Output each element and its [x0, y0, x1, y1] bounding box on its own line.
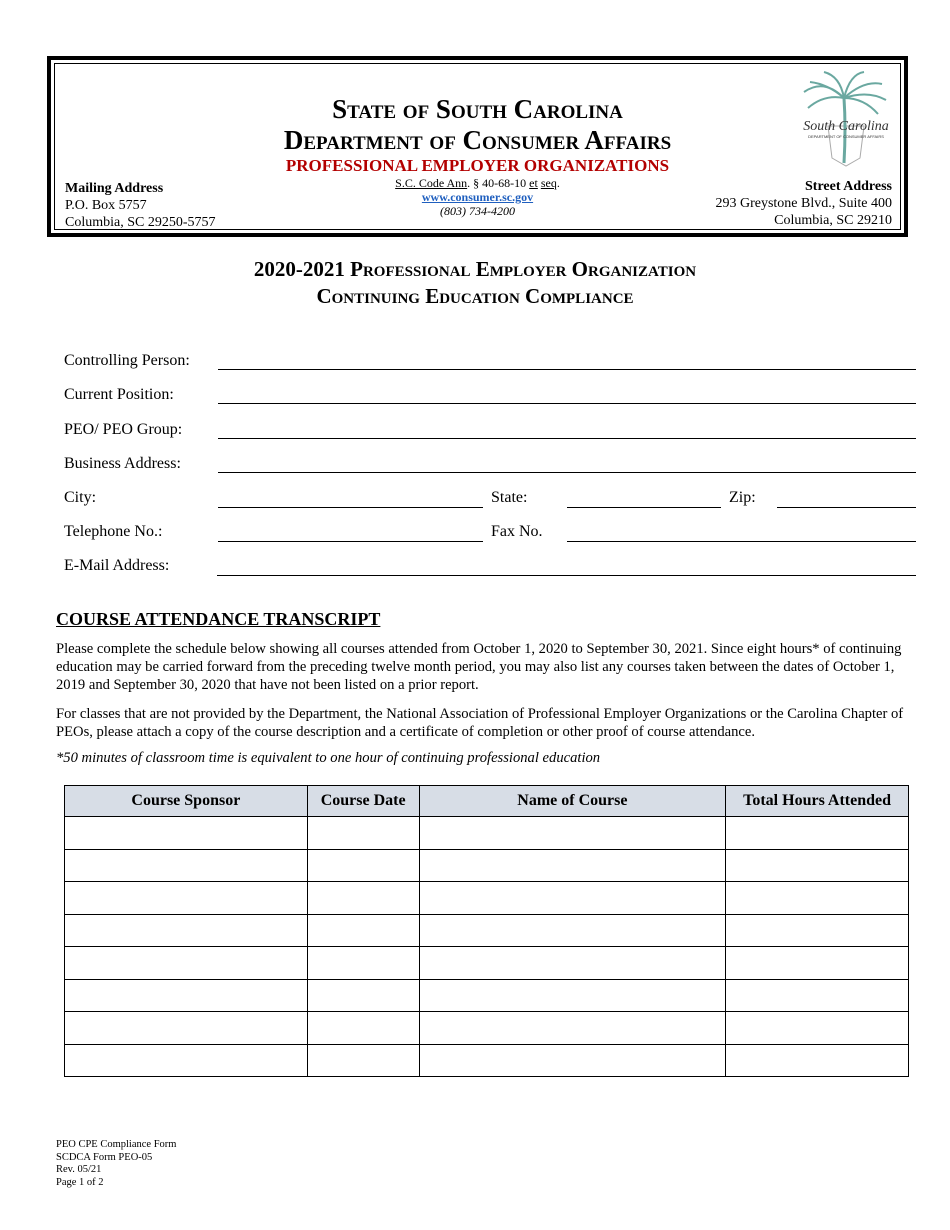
telephone-label: Telephone No.: [64, 523, 163, 540]
total-hours-cell[interactable] [726, 817, 909, 850]
street-line2: Columbia, SC 29210 [774, 213, 892, 228]
state-title: State of South Carolina [332, 94, 623, 124]
telephone-field[interactable] [218, 541, 483, 542]
classroom-time-note: *50 minutes of classroom time is equivalent to one hour of continuing professional education [56, 750, 601, 766]
course-name-cell[interactable] [419, 849, 726, 882]
column-header-name-of-course: Name of Course [419, 786, 726, 817]
code-reference: S.C. Code Ann. § 40-68-10 et seq. [395, 176, 560, 190]
street-label: Street Address [805, 179, 892, 194]
footer-form-number: SCDCA Form PEO-05 [56, 1151, 153, 1163]
course-sponsor-cell[interactable] [65, 849, 308, 882]
controlling-person-label: Controlling Person: [64, 352, 190, 369]
course-name-cell[interactable] [419, 1044, 726, 1077]
zip-field[interactable] [777, 507, 916, 508]
table-row [65, 914, 909, 947]
course-name-cell[interactable] [419, 914, 726, 947]
email-field[interactable] [217, 575, 916, 576]
table-row [65, 817, 909, 850]
course-sponsor-cell[interactable] [65, 817, 308, 850]
business-address-label: Business Address: [64, 455, 181, 472]
state-field[interactable] [567, 507, 721, 508]
footer-revision: Rev. 05/21 [56, 1164, 102, 1175]
table-row [65, 1044, 909, 1077]
course-date-cell[interactable] [307, 979, 419, 1012]
course-date-cell[interactable] [307, 1012, 419, 1045]
website-link[interactable]: www.consumer.sc.gov [421, 190, 534, 204]
fax-label: Fax No. [491, 523, 543, 540]
department-title: Department of Consumer Affairs [283, 125, 672, 155]
table-row [65, 882, 909, 915]
table-row [65, 979, 909, 1012]
course-sponsor-cell[interactable] [65, 914, 308, 947]
peo-group-label: PEO/ PEO Group: [64, 421, 183, 438]
controlling-person-field[interactable] [218, 369, 916, 370]
course-date-cell[interactable] [307, 914, 419, 947]
total-hours-cell[interactable] [726, 947, 909, 980]
course-name-cell[interactable] [419, 817, 726, 850]
division-subtitle: PROFESSIONAL EMPLOYER ORGANIZATIONS [285, 156, 670, 175]
column-header-course-sponsor: Course Sponsor [65, 786, 308, 817]
state-label: State: [491, 489, 528, 506]
letterhead [47, 56, 908, 237]
course-name-cell[interactable] [419, 947, 726, 980]
street-address [715, 178, 892, 229]
agency-logo-icon [794, 68, 898, 172]
table-header-row [65, 786, 909, 817]
course-name-cell[interactable] [419, 882, 726, 915]
course-sponsor-cell[interactable] [65, 1044, 308, 1077]
instructions-paragraph-1: Please complete the schedule below showing all courses attended from October 1, 2020 to September 30, 2021. Since eight hours* of continuing education may be carried forward from the preceding twelve month period, you may also list any courses taken between the dates of October 1, 2019 and September 30, 2020 that have not been listed on a prior report. [56, 641, 902, 693]
instructions-paragraph-2: For classes that are not provided by the Department, the National Association of Professional Employer Organizations or the Carolina Chapter of PEOs, please attach a copy of the course description and a certificate of completion or other proof of course attendance. [56, 706, 904, 740]
total-hours-cell[interactable] [726, 1012, 909, 1045]
city-field[interactable] [218, 507, 483, 508]
zip-label: Zip: [729, 489, 756, 506]
transcript-heading: COURSE ATTENDANCE TRANSCRIPT [56, 609, 381, 629]
column-header-total-hours: Total Hours Attended [726, 786, 909, 817]
peo-group-field[interactable] [218, 438, 916, 439]
form-footer [56, 1139, 176, 1189]
fax-field[interactable] [567, 541, 916, 542]
form-title-line1: 2020-2021 Professional Employer Organization [253, 257, 697, 281]
mailing-line2: Columbia, SC 29250-5757 [65, 215, 216, 230]
mailing-label: Mailing Address [65, 181, 164, 196]
course-name-cell[interactable] [419, 1012, 726, 1045]
course-date-cell[interactable] [307, 1044, 419, 1077]
email-label: E-Mail Address: [64, 557, 170, 574]
table-row [65, 849, 909, 882]
course-name-cell[interactable] [419, 979, 726, 1012]
column-header-course-date: Course Date [307, 786, 419, 817]
mailing-line1: P.O. Box 5757 [65, 198, 147, 213]
business-address-field[interactable] [218, 472, 916, 473]
course-sponsor-cell[interactable] [65, 882, 308, 915]
street-line1: 293 Greystone Blvd., Suite 400 [715, 196, 892, 211]
city-label: City: [64, 489, 97, 506]
course-sponsor-cell[interactable] [65, 979, 308, 1012]
current-position-label: Current Position: [64, 386, 174, 403]
logo-script-text: South Carolina [803, 119, 889, 134]
total-hours-cell[interactable] [726, 914, 909, 947]
course-date-cell[interactable] [307, 849, 419, 882]
course-date-cell[interactable] [307, 947, 419, 980]
footer-form-name: PEO CPE Compliance Form [56, 1139, 177, 1150]
course-sponsor-cell[interactable] [65, 947, 308, 980]
course-sponsor-cell[interactable] [65, 1012, 308, 1045]
course-date-cell[interactable] [307, 817, 419, 850]
total-hours-cell[interactable] [726, 882, 909, 915]
form-title [0, 256, 950, 310]
course-transcript-table [64, 785, 909, 1077]
course-date-cell[interactable] [307, 882, 419, 915]
logo-subtext: DEPARTMENT OF CONSUMER AFFAIRS [808, 134, 884, 139]
table-row [65, 1012, 909, 1045]
footer-page-number: Page 1 of 2 [56, 1176, 104, 1188]
form-title-line2: Continuing Education Compliance [316, 284, 634, 308]
table-row [65, 947, 909, 980]
current-position-field[interactable] [218, 403, 916, 404]
total-hours-cell[interactable] [726, 1044, 909, 1077]
letterhead-inner-border [54, 63, 901, 230]
total-hours-cell[interactable] [726, 979, 909, 1012]
mailing-address [65, 180, 216, 231]
total-hours-cell[interactable] [726, 849, 909, 882]
phone-number: (803) 734-4200 [440, 204, 515, 218]
